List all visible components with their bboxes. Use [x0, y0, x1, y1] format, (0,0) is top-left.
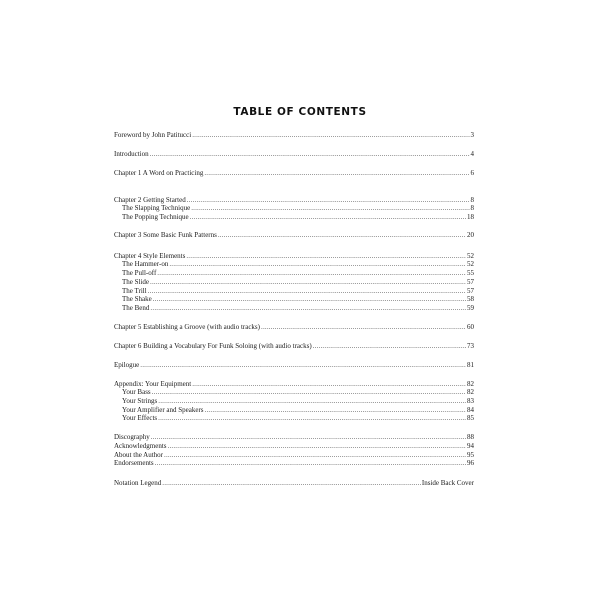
toc-entry-label: Chapter 3 Some Basic Funk Patterns	[114, 231, 217, 239]
toc-entry	[114, 458, 474, 468]
dot-leader	[140, 360, 466, 370]
dot-leader	[158, 413, 466, 423]
toc-entry-label: The Bend	[122, 304, 150, 312]
toc-entry-label: Endorsements	[114, 459, 154, 467]
toc-entry-page-number: 20	[467, 231, 474, 239]
toc-entry-page-number: 85	[467, 414, 474, 422]
toc-entry-page-number: 55	[467, 269, 474, 277]
toc-entry-page-number: 52	[467, 260, 474, 268]
toc-entry	[114, 168, 474, 178]
toc-entry-label: Appendix: Your Equipment	[114, 380, 192, 388]
toc-entry-page-number: 95	[467, 451, 474, 459]
toc-entry-label: The Pull-off	[122, 269, 157, 277]
toc-entry	[114, 130, 474, 140]
toc-entry	[114, 149, 474, 159]
dot-leader	[204, 168, 469, 178]
toc-entry-label: Your Amplifier and Speakers	[122, 406, 204, 414]
toc-entry-label: Discography	[114, 433, 150, 441]
toc-entry-label: The Trill	[122, 287, 147, 295]
toc-entry-label: Introduction	[114, 150, 149, 158]
toc-entry-page-number: 6	[470, 169, 474, 177]
toc-entry-label: About the Author	[114, 451, 163, 459]
toc-entry	[114, 341, 474, 351]
toc-entry-page-number: 57	[467, 287, 474, 295]
dot-leader	[150, 303, 466, 313]
toc-entry-page-number: 81	[467, 361, 474, 369]
toc-entry-label: Acknowledgments	[114, 442, 167, 450]
toc-entry-label: Epilogue	[114, 361, 140, 369]
toc-subentry	[122, 303, 474, 313]
toc-entry-label: Your Strings	[122, 397, 158, 405]
toc-entry	[114, 230, 474, 240]
toc-entry-page-number: 59	[467, 304, 474, 312]
toc-entry-page-number: 18	[467, 213, 474, 221]
dot-leader	[313, 341, 466, 351]
dot-leader	[162, 478, 421, 488]
toc-entry-label: Your Bass	[122, 388, 151, 396]
toc-subentry	[122, 413, 474, 423]
page-title: TABLE OF CONTENTS	[233, 106, 367, 118]
toc-entry-page-number: Inside Back Cover	[421, 479, 474, 487]
toc-entry-page-number: 82	[467, 380, 474, 388]
toc-entry-page-number: 88	[467, 433, 474, 441]
toc-entry-page-number: 8	[470, 204, 474, 212]
toc-entry	[114, 322, 474, 332]
toc-entry-label: Chapter 2 Getting Started	[114, 196, 186, 204]
toc-entry-page-number: 82	[467, 388, 474, 396]
toc-entry-label: The Slide	[122, 278, 150, 286]
toc-entry-label: The Slapping Technique	[122, 204, 191, 212]
dot-leader	[218, 230, 466, 240]
toc-entry-label: Your Effects	[122, 414, 158, 422]
dot-leader	[190, 212, 466, 222]
toc-entry-label: Foreword by John Patitucci	[114, 131, 192, 139]
toc-entry-page-number: 83	[467, 397, 474, 405]
toc-entry	[114, 360, 474, 370]
toc-entry-page-number: 96	[467, 459, 474, 467]
toc-entry-page-number: 94	[467, 442, 474, 450]
toc-entry-label: Chapter 1 A Word on Practicing	[114, 169, 204, 177]
toc-entry-page-number: 4	[470, 150, 474, 158]
toc-entry-page-number: 73	[467, 342, 474, 350]
toc-entry-page-number: 60	[467, 323, 474, 331]
toc-entry-page-number: 58	[467, 295, 474, 303]
toc-entry-page-number: 8	[470, 196, 474, 204]
toc-entry-label: Chapter 6 Building a Vocabulary For Funk Soloing (with audio tracks)	[114, 342, 312, 350]
dot-leader	[192, 130, 469, 140]
toc-entry-label: Notation Legend	[114, 479, 162, 487]
dot-leader	[155, 458, 466, 468]
toc-entry-page-number: 57	[467, 278, 474, 286]
toc-entry-label: Chapter 5 Establishing a Groove (with audio tracks)	[114, 323, 260, 331]
dot-leader	[150, 149, 470, 159]
toc-entry-label: The Hammer-on	[122, 260, 169, 268]
toc-subentry	[122, 212, 474, 222]
toc-entry-label: Chapter 4 Style Elements	[114, 252, 186, 260]
toc-entry-label: The Popping Technique	[122, 213, 189, 221]
toc-entry-page-number: 84	[467, 406, 474, 414]
dot-leader	[261, 322, 466, 332]
toc-entry-page-number: 3	[470, 131, 474, 139]
toc-entry-page-number: 52	[467, 252, 474, 260]
toc-entry	[114, 478, 474, 488]
toc-entry-label: The Shake	[122, 295, 152, 303]
